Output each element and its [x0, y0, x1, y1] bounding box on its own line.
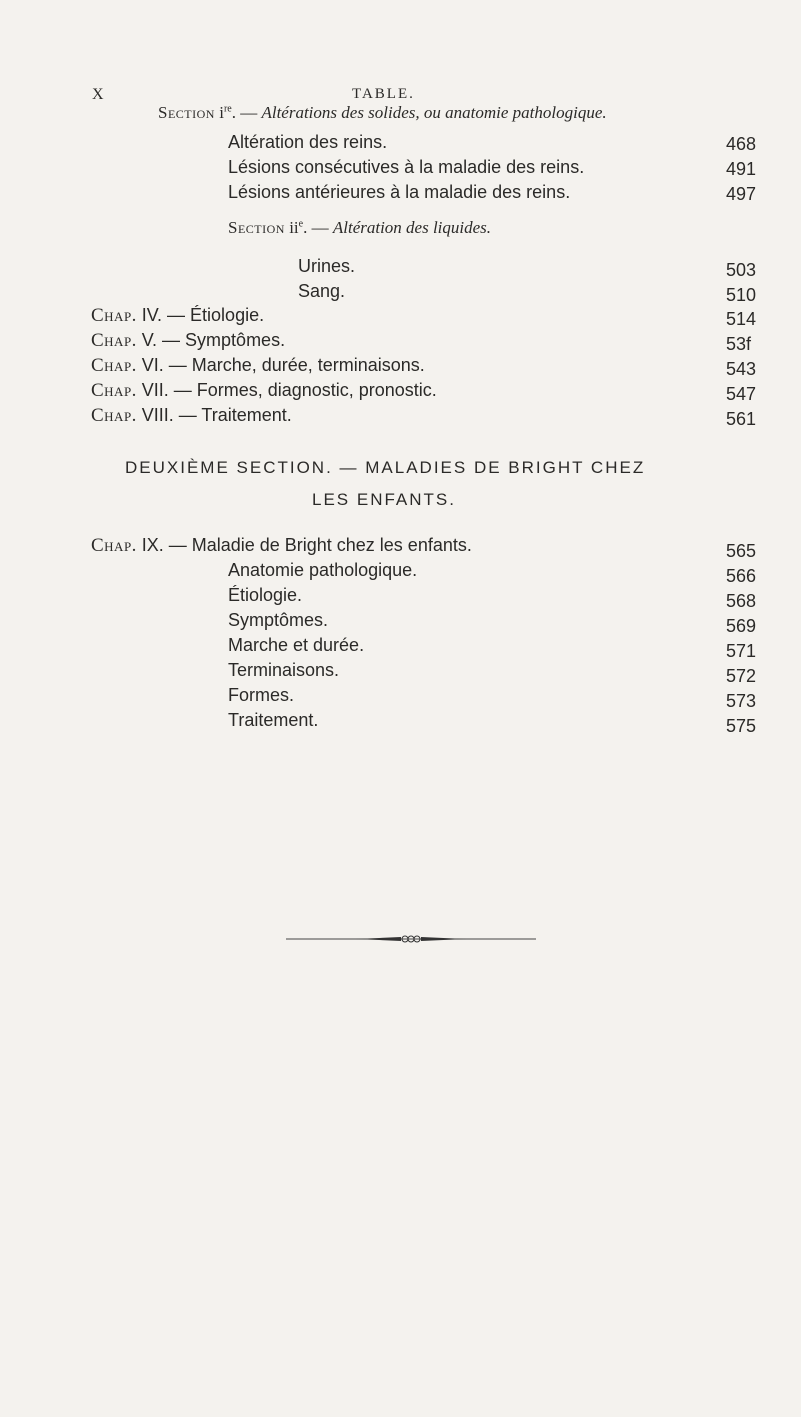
- section-2-label: Section: [228, 218, 285, 237]
- section-1-ordinal: i: [219, 103, 224, 122]
- toc-entry: Lésions consécutives à la maladie des reins.: [228, 157, 585, 177]
- chapter-row: [91, 405, 292, 427]
- toc-page: 497: [726, 184, 757, 204]
- section-2-ordinal: ii: [289, 218, 299, 237]
- toc-page: 571: [726, 641, 757, 661]
- end-ornament-icon: [286, 934, 536, 944]
- toc-page: 543: [726, 359, 757, 379]
- page-number: X: [92, 86, 104, 103]
- toc-page: 569: [726, 616, 757, 636]
- section-1-sup: re: [223, 103, 232, 115]
- toc-page: 575: [726, 716, 757, 736]
- chapter-title: VIII. — Traitement.: [141, 405, 292, 425]
- toc-page: 565: [726, 541, 757, 561]
- chapter-row: [91, 535, 472, 557]
- section-1-label: Section: [158, 103, 215, 122]
- chapter-row: [91, 355, 425, 377]
- section-1-sep: . —: [231, 103, 262, 122]
- part-2-heading-cont: LES ENFANTS.: [312, 490, 456, 509]
- toc-page: 573: [726, 691, 757, 711]
- toc-entry: Étiologie.: [228, 585, 303, 605]
- chapter-label: Chap.: [91, 380, 137, 401]
- toc-page: 514: [726, 309, 757, 329]
- running-title: TABLE.: [352, 86, 415, 102]
- toc-page: 468: [726, 134, 757, 154]
- chapter-title: VII. — Formes, diagnostic, pronostic.: [141, 380, 437, 400]
- toc-page: 491: [726, 159, 757, 179]
- section-2-sup: e: [298, 218, 304, 230]
- section-1-title: Altérations des solides, ou anatomie pathologique.: [261, 103, 607, 122]
- section-2-title: Altération des liquides.: [332, 218, 492, 237]
- chapter-row: [91, 305, 264, 327]
- chapter-title: IV. — Étiologie.: [141, 305, 265, 325]
- toc-entry: Altération des reins.: [228, 132, 388, 152]
- toc-entry: Urines.: [298, 256, 356, 276]
- chapter-title: VI. — Marche, durée, terminaisons.: [141, 355, 425, 375]
- section-1-heading: [158, 103, 607, 123]
- toc-page: 572: [726, 666, 757, 686]
- toc-page: 547: [726, 384, 757, 404]
- chapter-label: Chap.: [91, 330, 137, 351]
- toc-page: 561: [726, 409, 757, 429]
- toc-page: 53f: [726, 334, 752, 354]
- chapter-row: [91, 330, 285, 352]
- toc-entry: Lésions antérieures à la maladie des reins.: [228, 182, 571, 202]
- toc-page: 566: [726, 566, 757, 586]
- chapter-row: [91, 380, 437, 402]
- toc-entry: Symptômes.: [228, 610, 329, 630]
- toc-page: 568: [726, 591, 757, 611]
- chapter-label: Chap.: [91, 305, 137, 326]
- toc-entry: Formes.: [228, 685, 295, 705]
- chapter-label: Chap.: [91, 535, 137, 556]
- chapter-title: IX. — Maladie de Bright chez les enfants.: [141, 535, 472, 555]
- toc-page: 510: [726, 285, 757, 305]
- toc-entry: Anatomie pathologique.: [228, 560, 418, 580]
- part-2-heading: DEUXIÈME SECTION. — MALADIES DE BRIGHT CHEZ: [125, 458, 646, 477]
- toc-entry: Terminaisons.: [228, 660, 340, 680]
- section-2-sep: . —: [303, 218, 333, 237]
- toc-entry: Marche et durée.: [228, 635, 365, 655]
- section-2-heading: [228, 218, 491, 238]
- chapter-label: Chap.: [91, 405, 137, 426]
- toc-entry: Traitement.: [228, 710, 319, 730]
- chapter-title: V. — Symptômes.: [141, 330, 286, 350]
- toc-entry: Sang.: [298, 281, 346, 301]
- toc-page: 503: [726, 260, 757, 280]
- chapter-label: Chap.: [91, 355, 137, 376]
